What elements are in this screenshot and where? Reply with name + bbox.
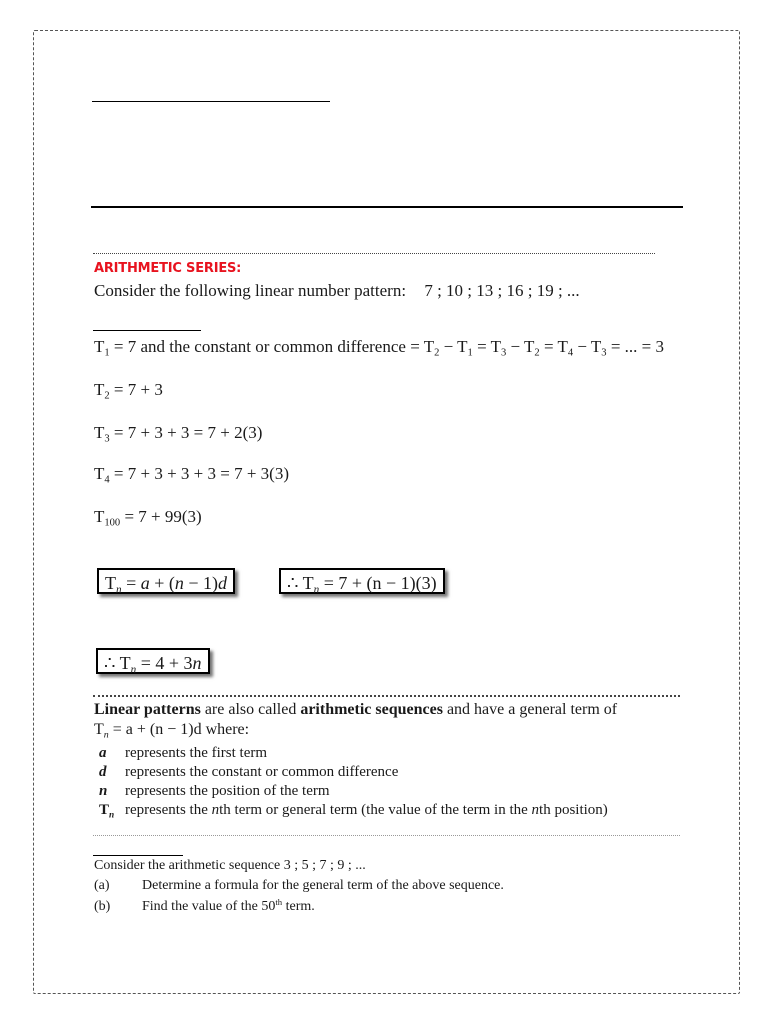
dotted-separator-bottom	[93, 835, 680, 836]
general-formula-box: $T_n = a + (n - 1)d$	[97, 568, 235, 594]
applied-formula-box: ∴ $T_n = 7 + (n - 1)(3)$	[279, 568, 445, 594]
intro-line	[94, 281, 580, 301]
intro-text: Consider the following linear number pattern:	[94, 281, 407, 300]
t4-equation: $T_4 = 7 + 3 + 3 + 3 = 7 + 3(3)$	[94, 464, 290, 486]
exercise-rule	[93, 855, 183, 856]
section-heading: ARITHMETIC SERIES:	[94, 261, 242, 276]
dotted-separator-top	[93, 253, 655, 254]
number-pattern: 7 ; 10 ; 13 ; 16 ; 19 ; ...	[424, 281, 580, 300]
t2-equation: $T_2 = 7 + 3$	[94, 380, 163, 402]
header-divider	[91, 206, 683, 208]
term-d: d represents the constant or common difference	[99, 764, 399, 780]
definition-line-1: Linear patterns are also called arithmetic sequences and have a general term of	[94, 701, 618, 718]
exercise-item-b: (b) Find the value of the 50th term.	[94, 897, 315, 914]
dotted-separator-middle	[93, 695, 680, 697]
t1-equation: $T_1 = 7$ and the constant or common difference = $T_2 - T_1 = T_3 - T_2 = T_4 - T_3$ = ... = 3	[94, 337, 664, 359]
simplified-formula-box: ∴ $T_n = 4 + 3n$	[96, 648, 210, 674]
term-a: a represents the first term	[99, 745, 268, 761]
top-rule-right	[238, 101, 330, 102]
exercise-intro: Consider the arithmetic sequence 3 ; 5 ; 7 ; 9 ; ...	[94, 858, 366, 873]
term-tn: $T_n$ represents the nth term or general term (the value of the term in the nth position)	[99, 802, 608, 821]
short-rule	[93, 330, 201, 331]
top-rule-left	[92, 101, 238, 102]
t3-equation: $T_3 = 7 + 3 + 3 = 7 + 2(3)$	[94, 423, 263, 445]
exercise-item-a: (a) Determine a formula for the general term of the above sequence.	[94, 878, 504, 893]
definition-line-2: $T_n = a + (n - 1)d$ where:	[94, 721, 250, 741]
t100-equation: $T_{100} = 7 + 99(3)$	[94, 507, 202, 529]
term-n: n represents the position of the term	[99, 783, 330, 799]
